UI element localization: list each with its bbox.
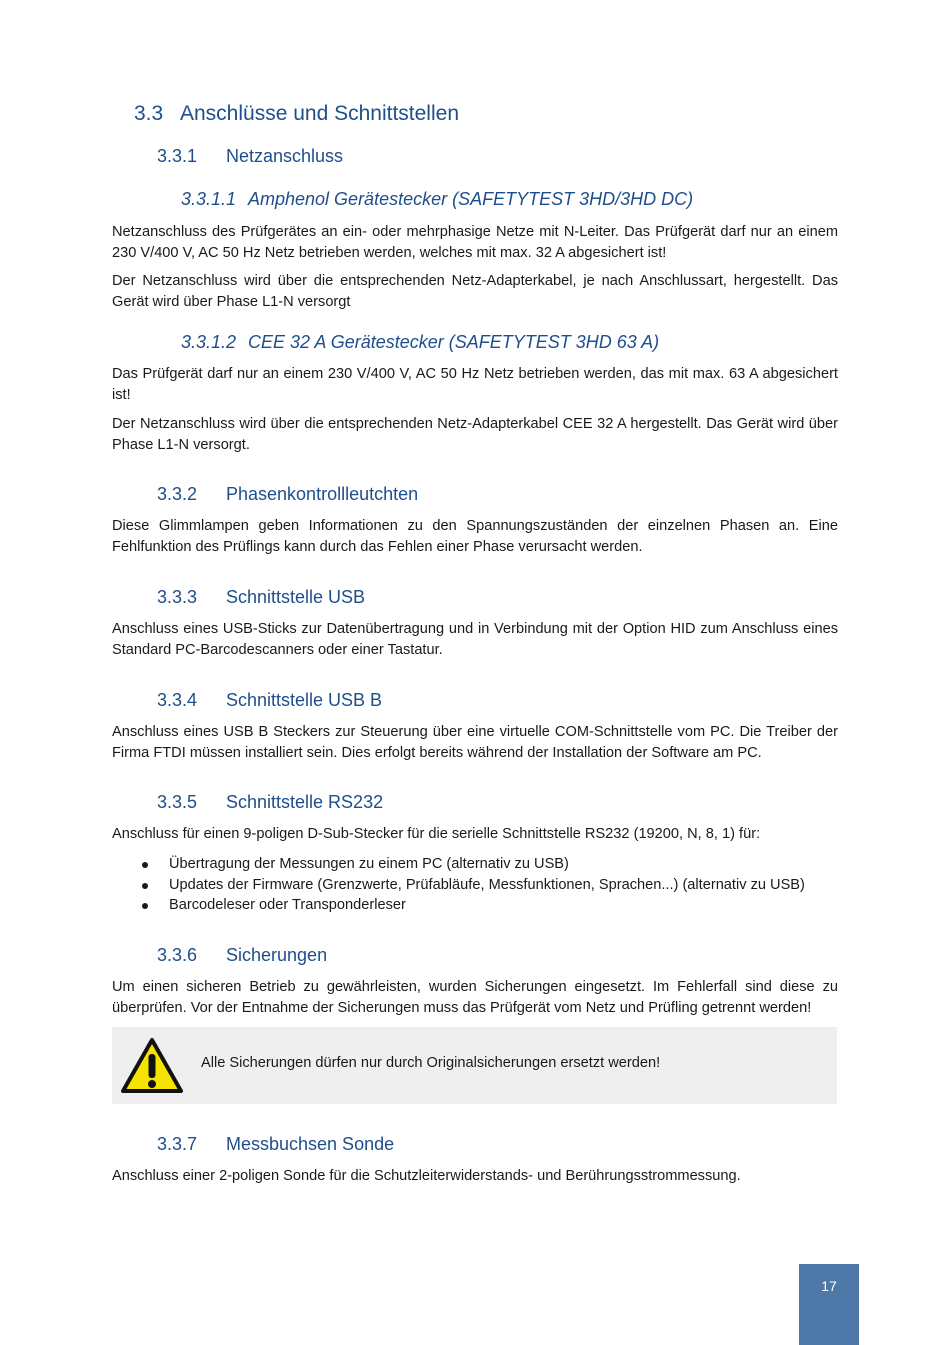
subsection-heading-3-3-6 — [157, 945, 327, 966]
subsection-number: 3.3.5 — [157, 792, 198, 812]
subsection-title: Messbuchsen Sonde — [226, 1134, 395, 1154]
subsection-title: Phasenkontrollleutchten — [226, 484, 419, 504]
paragraph: Um einen sicheren Betrieb zu gewährleisten, wurden Sicherungen eingesetzt. Im Fehlerfall sind diese zu überprüfen. Vor der Entnahme der Sicherungen muss das Prüfgerät vom Netz und Prüfling getrennt werden! — [112, 979, 838, 1016]
list-item — [112, 895, 838, 916]
warning-text: Alle Sicherungen dürfen nur durch Originalsicherungen ersetzt werden! — [201, 1055, 661, 1071]
paragraph: Anschluss eines USB B Steckers zur Steuerung über eine virtuelle COM-Schnittstelle vom PC. Die Treiber der Firma FTDI müssen installiert sein. Dies erfolgt bereits während der Installation der Software am PC. — [112, 724, 838, 761]
subsection-heading-3-3-1 — [157, 146, 343, 167]
subsubsection-number: 3.3.1.2 — [181, 332, 237, 352]
list-item — [112, 875, 838, 896]
subsection-heading-3-3-2 — [157, 484, 418, 505]
section-heading-3-3 — [134, 102, 459, 126]
bullet-icon — [142, 862, 148, 868]
warning-triangle-icon — [120, 1037, 184, 1095]
subsection-heading-3-3-5 — [157, 792, 383, 813]
subsection-title: Netzanschluss — [226, 146, 344, 166]
subsection-number: 3.3.3 — [157, 587, 198, 607]
paragraph: Anschluss eines USB-Sticks zur Datenübertragung und in Verbindung mit der Option HID zum Anschluss eines Standard PC-Barcodescanners oder einer Tastatur. — [112, 621, 838, 658]
subsection-title: Schnittstelle USB — [226, 587, 366, 607]
section-number: 3.3 — [134, 102, 164, 125]
page-number-box — [799, 1264, 859, 1345]
paragraph: Anschluss einer 2-poligen Sonde für die Schutzleiterwiderstands- und Berührungsstrommessung. — [112, 1168, 741, 1184]
page-number: 17 — [821, 1278, 837, 1294]
bullet-icon — [142, 883, 148, 889]
paragraph: Diese Glimmlampen geben Informationen zu den Spannungszuständen der einzelnen Phasen an. Eine Fehlfunktion des Prüflings kann durch das Fehlen einer Phase verursacht werden. — [112, 518, 838, 555]
subsection-number: 3.3.7 — [157, 1134, 198, 1154]
warning-box — [112, 1027, 837, 1104]
subsection-heading-3-3-7 — [157, 1134, 394, 1155]
subsubsection-heading-3-3-1-2 — [181, 332, 659, 353]
list-item-text: Updates der Firmware (Grenzwerte, Prüfabläufe, Messfunktionen, Sprachen...) (alternativ zu USB) — [169, 876, 805, 893]
subsection-number: 3.3.4 — [157, 690, 198, 710]
list-item-text: Übertragung der Messungen zu einem PC (alternativ zu USB) — [169, 856, 569, 872]
list-item-text: Barcodeleser oder Transponderleser — [169, 897, 406, 913]
subsection-heading-3-3-3 — [157, 587, 365, 608]
subsection-title: Schnittstelle USB B — [226, 690, 383, 710]
subsection-heading-3-3-4 — [157, 690, 382, 711]
bullet-icon — [142, 903, 148, 909]
subsection-number: 3.3.6 — [157, 945, 198, 965]
subsection-number: 3.3.2 — [157, 484, 198, 504]
subsubsection-title: Amphenol Gerätestecker (SAFETYTEST 3HD/3HD DC) — [248, 189, 694, 209]
list-item — [112, 854, 838, 875]
subsection-number: 3.3.1 — [157, 146, 198, 166]
subsubsection-heading-3-3-1-1 — [181, 189, 693, 210]
subsubsection-number: 3.3.1.1 — [181, 189, 237, 209]
paragraph: Anschluss für einen 9-poligen D-Sub-Stecker für die serielle Schnittstelle RS232 (19200, N, 8, 1) für: — [112, 826, 761, 842]
bullet-list — [112, 854, 838, 916]
section-title: Anschlüsse und Schnittstellen — [180, 102, 459, 125]
paragraph: Das Prüfgerät darf nur an einem 230 V/400 V, AC 50 Hz Netz betrieben werden, das mit max. 63 A abgesichert ist! — [112, 366, 838, 403]
subsection-title: Sicherungen — [226, 945, 328, 965]
subsection-title: Schnittstelle RS232 — [226, 792, 384, 812]
paragraph: Der Netzanschluss wird über die entsprechenden Netz-Adapterkabel, je nach Anschlussart, hergestellt. Das Gerät wird über Phase L1-N versorgt — [112, 273, 838, 310]
paragraph: Netzanschluss des Prüfgerätes an ein- oder mehrphasige Netze mit N-Leiter. Das Prüfgerät darf nur an einem 230 V/400 V, AC 50 Hz Netz betrieben werden, welches mit max. 32 A abgesichert ist! — [112, 224, 838, 261]
paragraph: Der Netzanschluss wird über die entsprechenden Netz-Adapterkabel CEE 32 A hergestellt. Das Gerät wird über Phase L1-N versorgt. — [112, 416, 838, 453]
subsubsection-title: CEE 32 A Gerätestecker (SAFETYTEST 3HD 63 A) — [248, 332, 660, 352]
